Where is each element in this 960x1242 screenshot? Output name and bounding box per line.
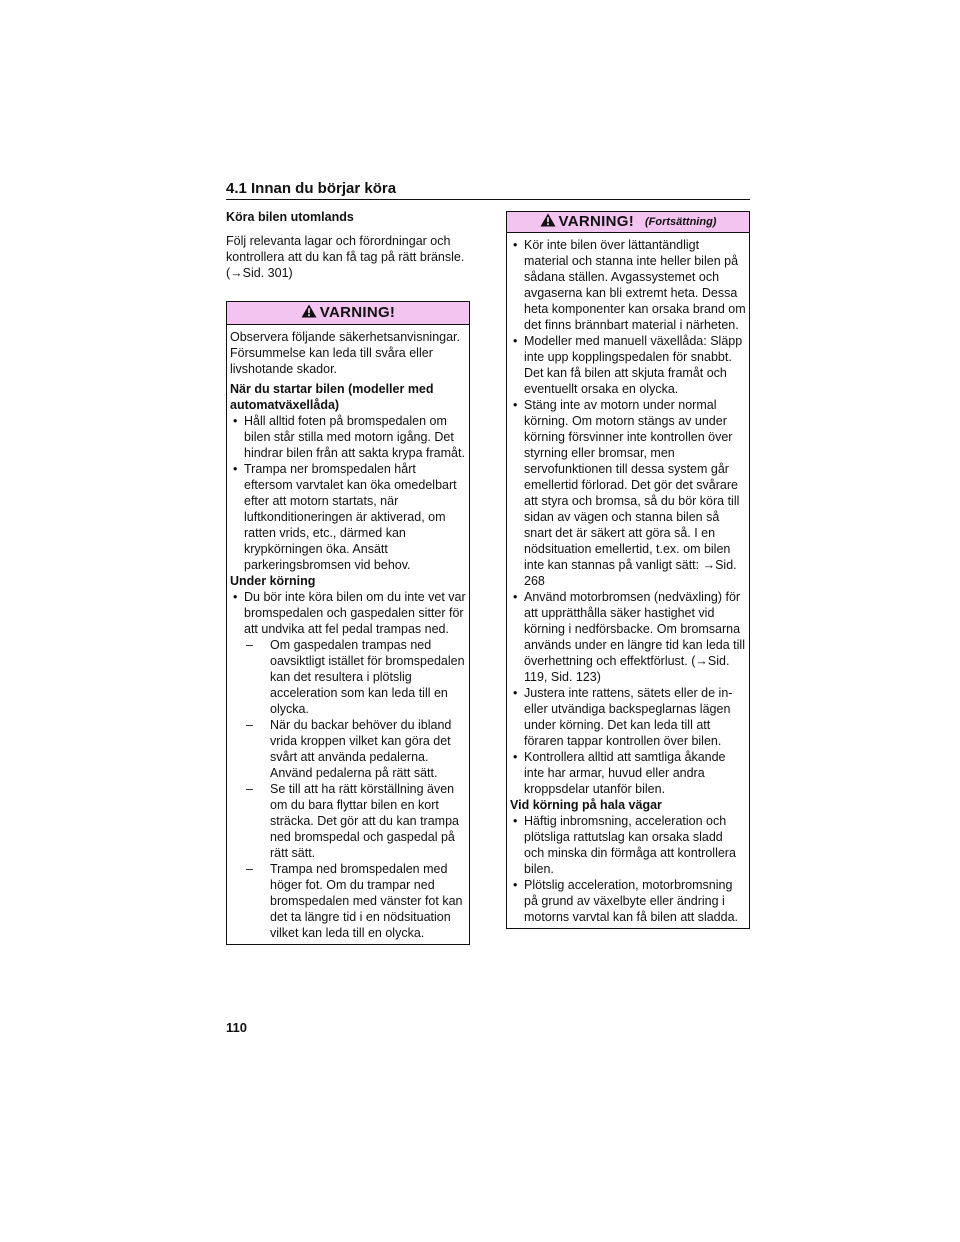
dash-item: – Se till att ha rätt körställning även om du bara flyttar bilen en kort sträcka. Det gör att du kan trampa ned bromspedal och gaspedal på rätt sätt. (244, 781, 466, 861)
dash-item: – Om gaspedalen trampas ned oavsiktligt istället för bromspedalen kan det resultera i plötslig acceleration som kan leda till en olycka. (244, 637, 466, 717)
list-item: • Plötslig acceleration, motorbromsning på grund av växelbyte eller ändring i motorns varvtal kan få bilen att sladda. (510, 877, 746, 925)
right-column (506, 211, 750, 929)
warning-title: VARNING! (558, 213, 634, 230)
header-rule (226, 199, 750, 200)
list-item-text: Du bör inte köra bilen om du inte vet var bromspedalen och gaspedalen sitter för att undvika att fel pedal trampas ned. (244, 590, 466, 636)
warning-header (227, 302, 469, 325)
warning-header (507, 212, 749, 233)
warning-box-continued (506, 211, 750, 929)
warning-title: VARNING! (319, 304, 396, 321)
warning-subheading: Vid körning på hala vägar (510, 798, 662, 812)
list-item: • Kör inte bilen över lättantändligt material och stanna inte heller bilen på sådana ställen. Avgassystemet och avgaserna kan bli extremt heta. Dessa heta komponenter kan orsaka brand om det finns brännbart material i närheten. (510, 237, 746, 333)
warning-subheading: När du startar bilen (modeller med automatväxellåda) (230, 382, 434, 412)
bullet-list (230, 589, 466, 941)
warning-body (227, 325, 469, 944)
list-item: • Håll alltid foten på bromspedalen om bilen står stilla med motorn igång. Det hindrar bilen från att sakta krypa framåt. (230, 413, 466, 461)
section-title: 4.1 Innan du börjar köra (226, 180, 397, 197)
dash-item: – Trampa ned bromspedalen med höger fot. Om du trampar ned bromspedalen med vänster fot kan det ta längre tid i en nödsituation vilket kan leda till en olycka. (244, 861, 466, 941)
warning-triangle-icon (540, 213, 556, 231)
warning-subheading: Under körning (230, 574, 316, 588)
list-item: • Justera inte rattens, sätets eller de in- eller utvändiga backspeglarnas lägen under körning. Det kan leda till att föraren tappar kontrollen över bilen. (510, 685, 746, 749)
list-item: • Kontrollera alltid att samtliga åkande inte har armar, huvud eller andra kroppsdelar utanför bilen. (510, 749, 746, 797)
list-item: • Modeller med manuell växellåda: Släpp inte upp kopplingspedalen för snabbt. Det kan få bilen att skjuta framåt och eventuellt orsaka en olycka. (510, 333, 746, 397)
bullet-list (510, 813, 746, 925)
list-item: • Stäng inte av motorn under normal körning. Om motorn stängs av under körning försvinner inte kontrollen över styrning eller bromsar, men servofunktionen till dessa system går emellertid förlorad. Det gör det svårare att styra och bromsa, så du bör köra till sidan av vägen och stanna bilen så snart det är säkert att göra så. I en nödsituation emellertid, t.ex. om bilen inte kan stannas på vanligt sätt: →Sid. 268 (510, 397, 746, 589)
bullet-list (230, 413, 466, 573)
page-number: 110 (226, 1020, 247, 1035)
warning-body (507, 233, 749, 928)
list-item: • Använd motorbromsen (nedväxling) för att upprätthålla säker hastighet vid körning i nedförsbacke. Om bromsarna används under en längre tid kan leda till överhettning och effektförlust. (→Sid. 119, Sid. 123) (510, 589, 746, 685)
warning-intro: Observera följande säkerhetsanvisningar. Försummelse kan leda till svåra eller livshotande skador. (230, 330, 460, 376)
list-item: • Häftig inbromsning, acceleration och plötsliga rattutslag kan orsaka sladd och minska din förmåga att kontrollera bilen. (510, 813, 746, 877)
warning-box (226, 301, 470, 945)
dash-item: – När du backar behöver du ibland vrida kroppen vilket kan göra det svårt att använda pedalerna. Använd pedalerna på rätt sätt. (244, 717, 466, 781)
list-item (230, 589, 466, 941)
topic-intro: Följ relevanta lagar och förordningar och kontrollera att du kan få tag på rätt bränsle. (→Sid. 301) (226, 234, 465, 280)
list-item: • Trampa ner bromspedalen hårt eftersom varvtalet kan öka omedelbart efter att motorn startats, när luftkonditioneringen är aktiverad, om ratten vrids, etc., därmed kan krypkörningen öka. Ansätt parkeringsbromsen vid behov. (230, 461, 466, 573)
left-column (226, 209, 470, 945)
bullet-list (510, 237, 746, 797)
dash-list (244, 637, 466, 941)
warning-triangle-icon (301, 304, 317, 322)
topic-heading: Köra bilen utomlands (226, 210, 354, 224)
continued-label: (Fortsättning) (644, 216, 717, 228)
